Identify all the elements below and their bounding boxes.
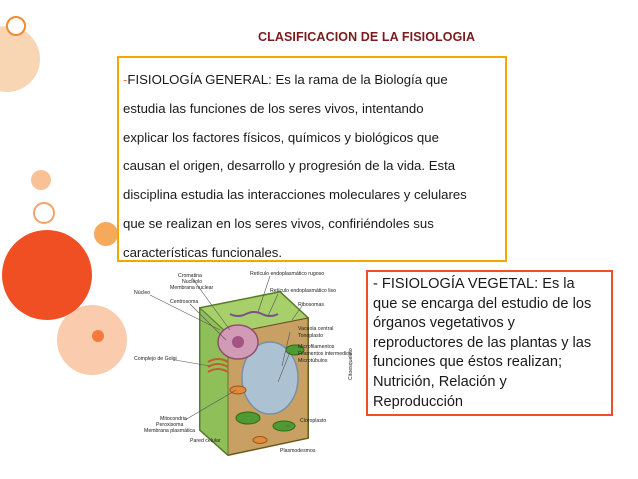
label-filamentos: Filamentos intermedios [298, 351, 352, 357]
vegetal-line: que se encarga del estudio de los [373, 295, 592, 312]
general-line: explicar los factores físicos, químicos y biológicos que [123, 129, 439, 145]
decor-circle [92, 330, 104, 342]
label-pared: Pared celular [190, 438, 221, 444]
vegetal-line: Reproducción [373, 393, 464, 410]
label-microfilamentos: Microfilamentos [298, 344, 335, 350]
plant-cell-diagram [130, 270, 368, 460]
label-ribosomas: Ribosomas [298, 302, 324, 308]
label-membrana-plasmatica: Membrana plasmática [144, 428, 196, 434]
label-reticulo-rugoso: Retículo endoplasmático rugoso [250, 271, 325, 277]
vegetal-line: órganos vegetativos y [373, 315, 515, 332]
vegetal-line: funciones que éstos realizan; [373, 354, 563, 371]
general-line: características funcionales. [123, 244, 283, 260]
label-peroxisoma: Peroxisoma [156, 422, 184, 428]
vegetal-line: Nutrición, Relación y [373, 373, 507, 390]
decor-circle [57, 305, 127, 375]
label-golgi: Complejo de Golgi [134, 356, 177, 362]
label-membrana-nuclear: Membrana nuclear [170, 285, 214, 291]
plant-physiology-box [366, 270, 613, 416]
label-cromatina: Cromatina [178, 273, 202, 279]
decor-circle [2, 230, 92, 320]
label-microtubulos: Microtúbulos [298, 358, 328, 364]
decor-circle [33, 202, 55, 224]
label-nucleolo: Nucléolo [182, 279, 203, 285]
label-centrosoma: Centrosoma [170, 299, 199, 305]
label-plasmodesmos: Plasmodesmos [280, 448, 316, 454]
general-line: -FISIOLOGÍA GENERAL: Es la rama de la Biología que [123, 72, 448, 87]
decor-circle [31, 170, 51, 190]
label-reticulo-liso: Retículo endoplasmático liso [270, 288, 337, 294]
label-cloroplasto: Cloroplasto [300, 418, 327, 424]
label-nucleo: Núcleo [134, 290, 151, 296]
general-dash: - [123, 72, 128, 87]
general-line: causan el origen, desarrollo y progresión de la vida. Esta [123, 158, 456, 174]
label-tonoplasto: Tonoplasto [298, 333, 324, 339]
vegetal-line: - FISIOLOGÍA VEGETAL: Es la [373, 276, 575, 292]
decor-circle [0, 26, 40, 92]
decor-circle [94, 222, 118, 246]
general-line: disciplina estudia las interacciones moleculares y celulares [123, 187, 467, 203]
label-mitocondria: Mitocondria [160, 416, 187, 422]
vegetal-line: reproductores de las plantas y las [373, 334, 592, 351]
decor-circle [6, 16, 26, 36]
label-vacuola: Vacuola central [298, 326, 334, 332]
general-line: que se realizan en los seres vivos, confiriéndoles sus [123, 215, 434, 231]
general-line: estudia las funciones de los seres vivos, intentando [123, 100, 424, 116]
slide-title: CLASIFICACION DE LA FISIOLOGIA [258, 30, 476, 44]
label-citoesqueleto: Citoesqueleto [348, 348, 354, 380]
general-physiology-box [117, 56, 507, 262]
